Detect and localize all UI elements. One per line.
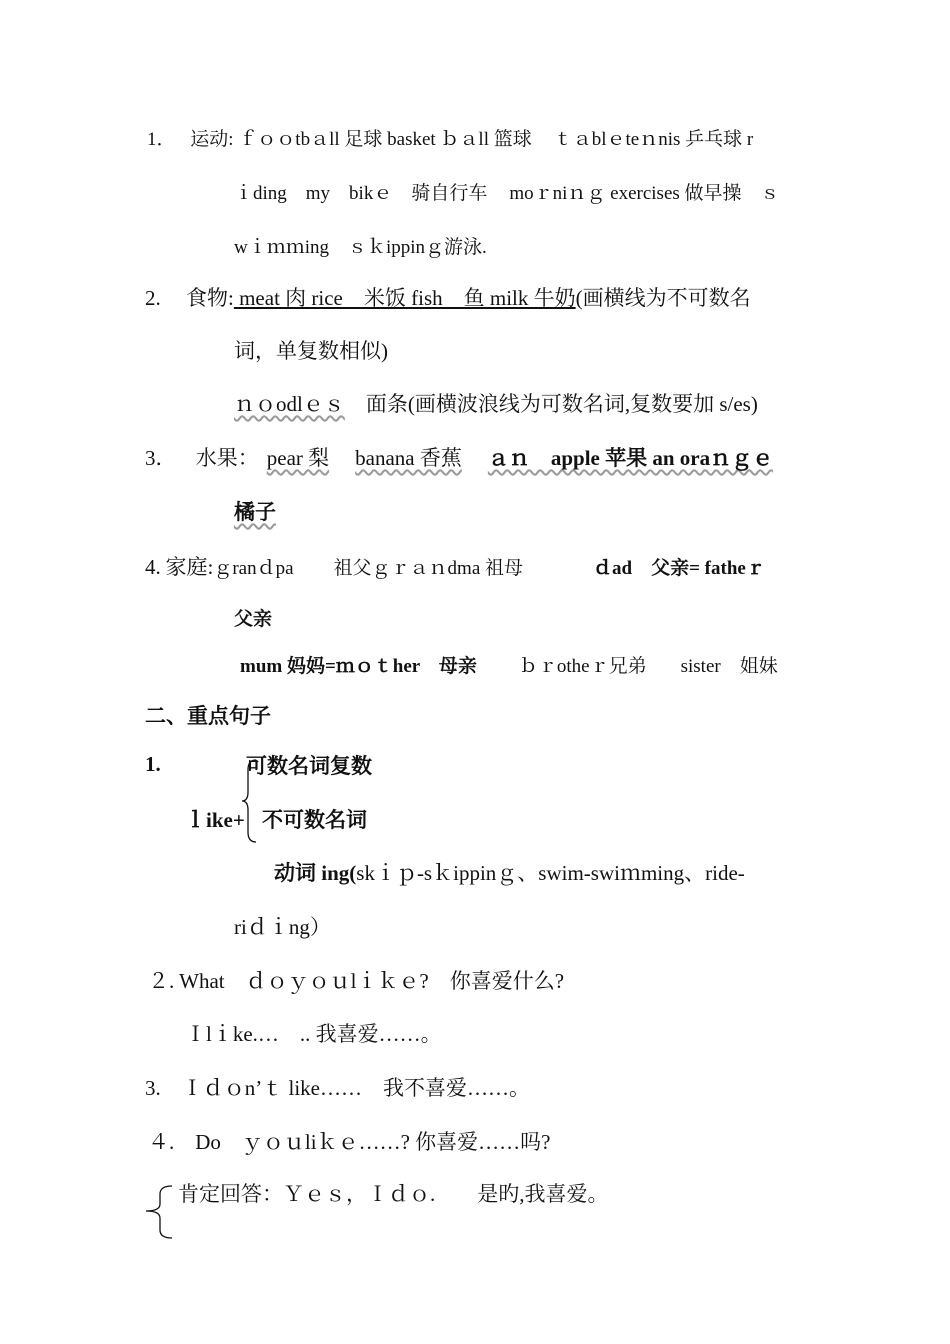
item1-line3: wｉｍｍing ｓｋippinｇ游泳. bbox=[234, 237, 487, 258]
item4-mum: mum 妈妈=ｍｏｔher 母亲 bbox=[240, 656, 477, 677]
section2-title: 二、重点句子 bbox=[145, 704, 271, 728]
item2-line3 bbox=[234, 388, 758, 418]
item4-grandma: 祖父ｇｒａｎdma 祖母 bbox=[333, 558, 524, 579]
item2-note: (画横线为不可数名 bbox=[575, 286, 751, 310]
item3-apple-orange: ａｎ apple 苹果 an oraｎｇｅ bbox=[487, 446, 774, 470]
item3-pear: pear 梨 bbox=[266, 446, 330, 470]
sentence4-yes-answer: 肯定回答：Ｙｅｓ，Ｉｄｏ. 是旳,我喜爱。 bbox=[178, 1182, 609, 1206]
item3-label: 水果： bbox=[195, 446, 259, 470]
item2-noodles: ｎｏodlｅｓ bbox=[234, 392, 345, 416]
item3-number: 3． bbox=[145, 446, 177, 470]
item4-number: 4. bbox=[145, 555, 161, 579]
sentence1-verb-line2: riｄｉng） bbox=[234, 915, 331, 939]
item1-text-d: moｒniｎｇ exercises 做早操 ｓ bbox=[509, 183, 780, 204]
item1-text-c: ｉding my bikｅ 骑自行车 bbox=[234, 183, 488, 204]
item1-line1 bbox=[147, 124, 753, 151]
item1-text-a: ｆｏｏtbａll 足球 basket ｂａll 篮球 bbox=[238, 129, 532, 150]
item1-line2 bbox=[234, 178, 780, 205]
item4-line3 bbox=[240, 651, 778, 678]
item4-brother: ｂｒotheｒ兄弟 bbox=[518, 656, 647, 677]
sentence1-number: 1. bbox=[145, 752, 161, 776]
item4-line1 bbox=[145, 551, 765, 581]
sentence1-option-uncountable: 不可数名词 bbox=[262, 808, 367, 832]
item1-text-b: ｔａblｅteｎnis 乒乓球 r bbox=[553, 129, 754, 150]
item3-line1 bbox=[145, 442, 773, 472]
item2-label: 食物: bbox=[186, 286, 234, 310]
item2-line1 bbox=[145, 282, 751, 312]
item4-grandpa: ｇranｄpa bbox=[213, 558, 294, 579]
item2-line2: 词，单复数相似) bbox=[234, 339, 388, 363]
item4-dad: ｄad 父亲= fatheｒ bbox=[593, 558, 765, 579]
sentence1-option-countable: 可数名词复数 bbox=[246, 754, 372, 778]
item1-label: 运动: bbox=[190, 129, 239, 150]
sentence2-answer: Ｉlｉke.… .. 我喜爱……。 bbox=[185, 1022, 442, 1046]
sentence1-verb-examples: skｉｐ-sｋippinｇ、swim-swiｍming、ride- bbox=[356, 861, 745, 885]
sentence2-question: ２. What ｄｏｙｏｕlｉｋｅ? 你喜爱什么? bbox=[148, 969, 565, 993]
sentence1-verb-label: 动词 ing( bbox=[274, 861, 357, 885]
item3-line2 bbox=[234, 496, 276, 526]
item1-number: 1． bbox=[147, 129, 176, 150]
sentence3: 3. Ｉｄｏn’ｔ like…… 我不喜爱……。 bbox=[145, 1076, 530, 1100]
item3-orange-cn: 橘子 bbox=[234, 500, 276, 524]
item2-number: 2. bbox=[145, 286, 161, 310]
item3-banana: banana 香蕉 bbox=[355, 446, 462, 470]
sentence4-question: ４. Do ｙｏｕliｋｅ……? 你喜爱……吗? bbox=[148, 1130, 551, 1154]
sentence1-brace bbox=[240, 758, 260, 844]
sentence1-like: ｌike+ bbox=[185, 808, 245, 832]
item4-sister: sister 姐妹 bbox=[680, 656, 778, 677]
item4-label: 家庭: bbox=[165, 555, 214, 579]
item2-uncountable-foods: meat 肉 rice 米饭 fish 鱼 milk 牛奶 bbox=[233, 286, 576, 310]
sentence4-brace bbox=[144, 1184, 174, 1240]
item4-line2: 父亲 bbox=[234, 609, 273, 630]
sentence1-verb-line bbox=[274, 857, 745, 887]
item2-note-countable: 面条(画横波浪线为可数名词,复数要加 s/es) bbox=[344, 392, 758, 416]
